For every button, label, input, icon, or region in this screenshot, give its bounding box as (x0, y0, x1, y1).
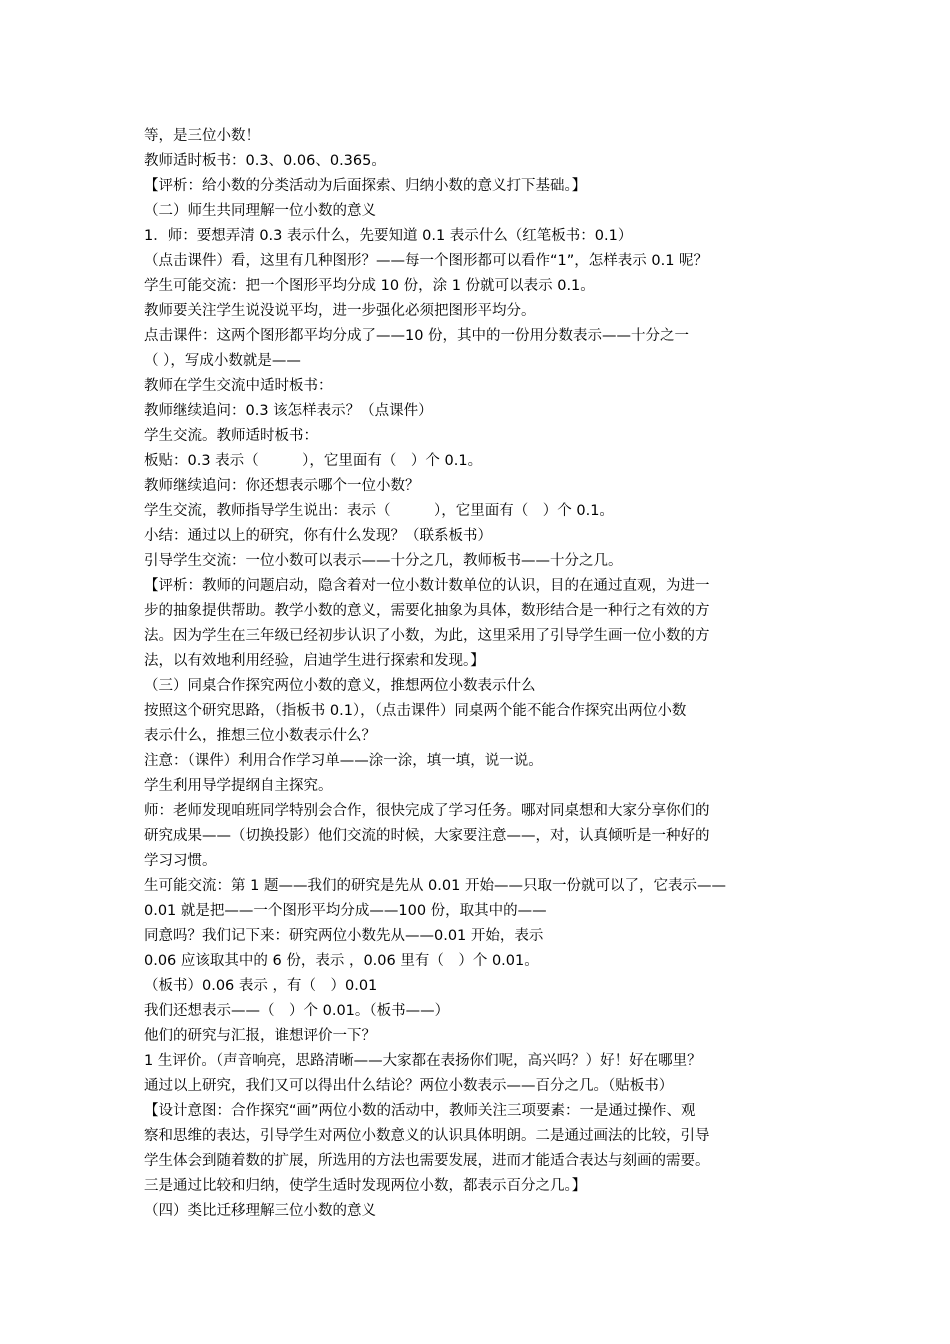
text-line: 同意吗？我们记下来：研究两位小数先从——0.01 开始，表示 (144, 928, 544, 944)
text-line: 通过以上研究，我们又可以得出什么结论？两位小数表示——百分之几。（贴板书） (144, 1078, 674, 1094)
text-line: 表示什么，推想三位小数表示什么？ (144, 728, 376, 744)
text-line: 板贴：0.3 表示（ ），它里面有（ ）个 0.1。 (144, 453, 483, 469)
text-line: 引导学生交流：一位小数可以表示——十分之几，教师板书——十分之几。 (144, 553, 623, 569)
text-line: 1．师：要想弄清 0.3 表示什么，先要知道 0.1 表示什么（红笔板书：0.1） (144, 228, 633, 244)
document-page (144, 124, 808, 1224)
text-line: 察和思维的表达，引导学生对两位小数意义的认识具体明朗。二是通过画法的比较，引导 (144, 1128, 710, 1144)
text-line: 等，是三位小数！ (144, 128, 260, 144)
text-line: 三是通过比较和归纳，使学生适时发现两位小数，都表示百分之几。】 (144, 1178, 587, 1194)
text-line: 【设计意图：合作探究“画”两位小数的活动中，教师关注三项要素：一是通过操作、观 (144, 1103, 696, 1119)
text-line: 教师适时板书：0.3、0.06、0.365。 (144, 153, 386, 169)
text-line: 0.06 应该取其中的 6 份，表示 ，0.06 里有（ ）个 0.01。 (144, 953, 539, 969)
text-line: 学生利用导学提纲自主探究。 (144, 778, 333, 794)
text-line: （板书）0.06 表示 ，有（ ）0.01 (144, 978, 378, 994)
text-line: 小结：通过以上的研究，你有什么发现？（联系板书） (144, 528, 492, 544)
text-line: 教师继续追问：0.3 该怎样表示？（点课件） (144, 403, 433, 419)
text-line: 教师继续追问：你还想表示哪个一位小数？ (144, 478, 420, 494)
text-line: 师：老师发现咱班同学特别会合作，很快完成了学习任务。哪对同桌想和大家分享你们的 (144, 803, 710, 819)
text-line: 他们的研究与汇报，谁想评价一下？ (144, 1028, 376, 1044)
text-line: （点击课件）看，这里有几种图形？——每一个图形都可以看作“1”，怎样表示 0.1 呢？ (144, 253, 709, 269)
text-line: 我们还想表示——（ ）个 0.01。（板书——） (144, 1003, 450, 1019)
section-heading: （四）类比迁移理解三位小数的意义 (144, 1203, 376, 1219)
text-line: 点击课件：这两个图形都平均分成了——10 份，其中的一份用分数表示——十分之一 (144, 328, 690, 344)
text-line: 1 生评价。（声音响亮，思路清晰——大家都在表扬你们呢，高兴吗？）好！好在哪里？ (144, 1053, 702, 1069)
text-line: 教师在学生交流中适时板书： (144, 378, 333, 394)
text-line: 【评析：给小数的分类活动为后面探索、归纳小数的意义打下基础。】 (144, 178, 587, 194)
text-line: 教师要关注学生说没说平均，进一步强化必须把图形平均分。 (144, 303, 536, 319)
text-line: 步的抽象提供帮助。教学小数的意义，需要化抽象为具体，数形结合是一种行之有效的方 (144, 603, 710, 619)
text-line: 研究成果——（切换投影）他们交流的时候，大家要注意——，对，认真倾听是一种好的 (144, 828, 710, 844)
text-line: 学生体会到随着数的扩展，所选用的方法也需要发展，进而才能适合表达与刻画的需要。 (144, 1153, 710, 1169)
text-line: 0.01 就是把——一个图形平均分成——100 份，取其中的—— (144, 903, 547, 919)
section-heading: （三）同桌合作探究两位小数的意义，推想两位小数表示什么 (144, 678, 536, 694)
text-line: （ ），写成小数就是—— (144, 353, 301, 369)
text-line: 注意：（课件）利用合作学习单——涂一涂，填一填，说一说。 (144, 753, 543, 769)
section-heading: （二）师生共同理解一位小数的意义 (144, 203, 376, 219)
text-line: 学生交流。教师适时板书： (144, 428, 318, 444)
text-line: 【评析：教师的问题启动，隐含着对一位小数计数单位的认识，目的在通过直观，为进一 (144, 578, 710, 594)
text-line: 学生可能交流：把一个图形平均分成 10 份，涂 1 份就可以表示 0.1。 (144, 278, 595, 294)
text-line: 按照这个研究思路，（指板书 0.1），（点击课件）同桌两个能不能合作探究出两位小数 (144, 703, 687, 719)
text-line: 法。因为学生在三年级已经初步认识了小数，为此，这里采用了引导学生画一位小数的方 (144, 628, 710, 644)
text-line: 法，以有效地利用经验，启迪学生进行探索和发现。】 (144, 653, 485, 669)
text-line: 学生交流，教师指导学生说出：表示（ ），它里面有（ ）个 0.1。 (144, 503, 614, 519)
text-line: 生可能交流：第 1 题——我们的研究是先从 0.01 开始——只取一份就可以了，它表示—— (144, 878, 726, 894)
text-line: 学习习惯。 (144, 853, 217, 869)
